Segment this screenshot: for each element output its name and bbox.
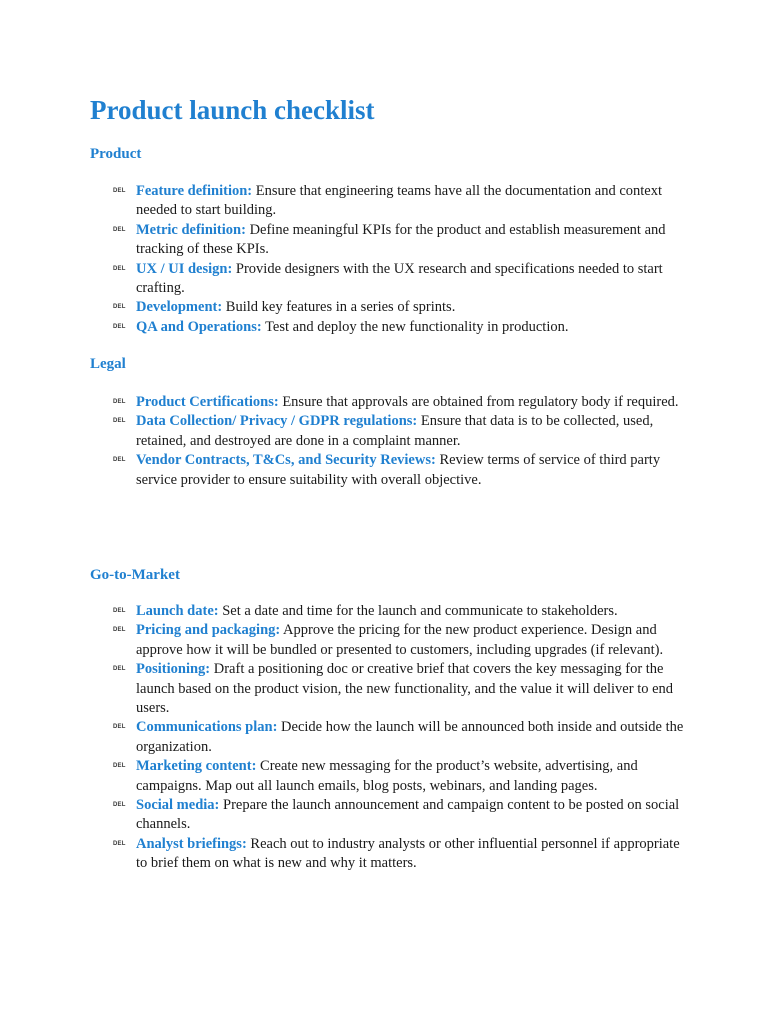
- item-term: Metric definition:: [136, 221, 246, 238]
- item-term: UX / UI design:: [136, 260, 233, 277]
- checklist-item: [0, 182, 684, 221]
- item-description: Reach out to industry analysts or other influential personnel if appropriate to brief them on what is new and why it matters.: [136, 835, 680, 872]
- checklist-legal: [0, 393, 768, 490]
- item-description: Decide how the launch will be announced both inside and outside the organization.: [136, 719, 684, 755]
- item-description: Ensure that approvals are obtained from regulatory body if required.: [282, 394, 679, 410]
- item-description: Test and deploy the new functionality in production.: [265, 318, 569, 335]
- item-term: Positioning:: [136, 661, 211, 678]
- checklist-item: [0, 451, 684, 490]
- bullet-icon: DEL: [113, 608, 126, 614]
- bullet-icon: DEL: [113, 840, 126, 847]
- bullet-icon: DEL: [113, 188, 126, 194]
- document-title: Product launch checklist: [90, 95, 375, 125]
- item-description: Set a date and time for the launch and communicate to stakeholders.: [222, 603, 618, 619]
- checklist-item: [0, 318, 684, 337]
- item-term: Pricing and packaging:: [136, 622, 281, 639]
- checklist-item: [0, 393, 684, 412]
- bullet-icon: DEL: [113, 724, 126, 731]
- bullet-icon: DEL: [113, 304, 126, 311]
- bullet-icon: DEL: [113, 418, 126, 425]
- checklist-item: [0, 621, 684, 660]
- checklist-item: [0, 298, 684, 317]
- item-term: Marketing content:: [136, 758, 257, 775]
- checklist-item: [0, 835, 684, 874]
- item-term: Communications plan:: [136, 719, 278, 736]
- bullet-icon: DEL: [113, 265, 126, 272]
- bullet-icon: DEL: [113, 627, 126, 634]
- checklist-item: [0, 602, 684, 621]
- bullet-icon: DEL: [113, 399, 126, 405]
- item-description: Ensure that data is to be collected, used, retained, and destroyed are done in a complaint manner.: [136, 413, 654, 449]
- item-term: Vendor Contracts, T&Cs, and Security Reviews:: [136, 452, 436, 469]
- item-description: Draft a positioning doc or creative brief that covers the key messaging for the launch based on the product vision, the new functionality, and the value it will deliver to end users.: [136, 661, 674, 717]
- bullet-icon: DEL: [113, 323, 126, 330]
- item-term: Data Collection/ Privacy / GDPR regulations:: [136, 413, 418, 430]
- bullet-icon: DEL: [113, 457, 126, 464]
- item-term: Development:: [136, 299, 223, 316]
- item-description: Create new messaging for the product’s website, advertising, and campaigns. Map out all launch emails, blog posts, webinars, and landing pages.: [136, 758, 638, 794]
- item-description: Review terms of service of third party service provider to ensure suitability with overall objective.: [136, 452, 661, 488]
- item-description: Ensure that engineering teams have all the documentation and context needed to start building.: [136, 183, 663, 219]
- item-description: Approve the pricing for the new product experience. Design and approve how it will be bundled or presented to customers, including upgrades (if relevant).: [136, 622, 664, 658]
- checklist-product: [0, 182, 768, 337]
- checklist-item: [0, 260, 684, 299]
- checklist-item: [0, 718, 684, 757]
- item-term: Analyst briefings:: [136, 835, 247, 852]
- section-heading-product: Product: [90, 146, 142, 162]
- item-term: QA and Operations:: [136, 318, 262, 335]
- bullet-icon: DEL: [113, 666, 126, 673]
- bullet-icon: DEL: [113, 763, 126, 770]
- item-term: Product Certifications:: [136, 394, 279, 410]
- item-term: Social media:: [136, 797, 220, 814]
- section-heading-go-to-market: Go-to-Market: [90, 567, 180, 583]
- item-description: Define meaningful KPIs for the product and establish measurement and tracking of these KPIs.: [136, 221, 666, 258]
- item-term: Launch date:: [136, 603, 219, 619]
- section-heading-legal: Legal: [90, 356, 126, 372]
- checklist-item: [0, 796, 684, 835]
- checklist-item: [0, 412, 684, 451]
- item-term: Feature definition:: [136, 183, 253, 199]
- checklist-item: [0, 660, 684, 718]
- item-description: Provide designers with the UX research and specifications needed to start crafting.: [136, 260, 663, 297]
- checklist-item: [0, 221, 684, 260]
- checklist-go-to-market: [0, 602, 768, 874]
- item-description: Build key features in a series of sprints.: [225, 299, 456, 316]
- item-description: Prepare the launch announcement and campaign content to be posted on social channels.: [136, 797, 680, 833]
- checklist-item: [0, 757, 684, 796]
- bullet-icon: DEL: [113, 802, 126, 809]
- bullet-icon: DEL: [113, 226, 126, 233]
